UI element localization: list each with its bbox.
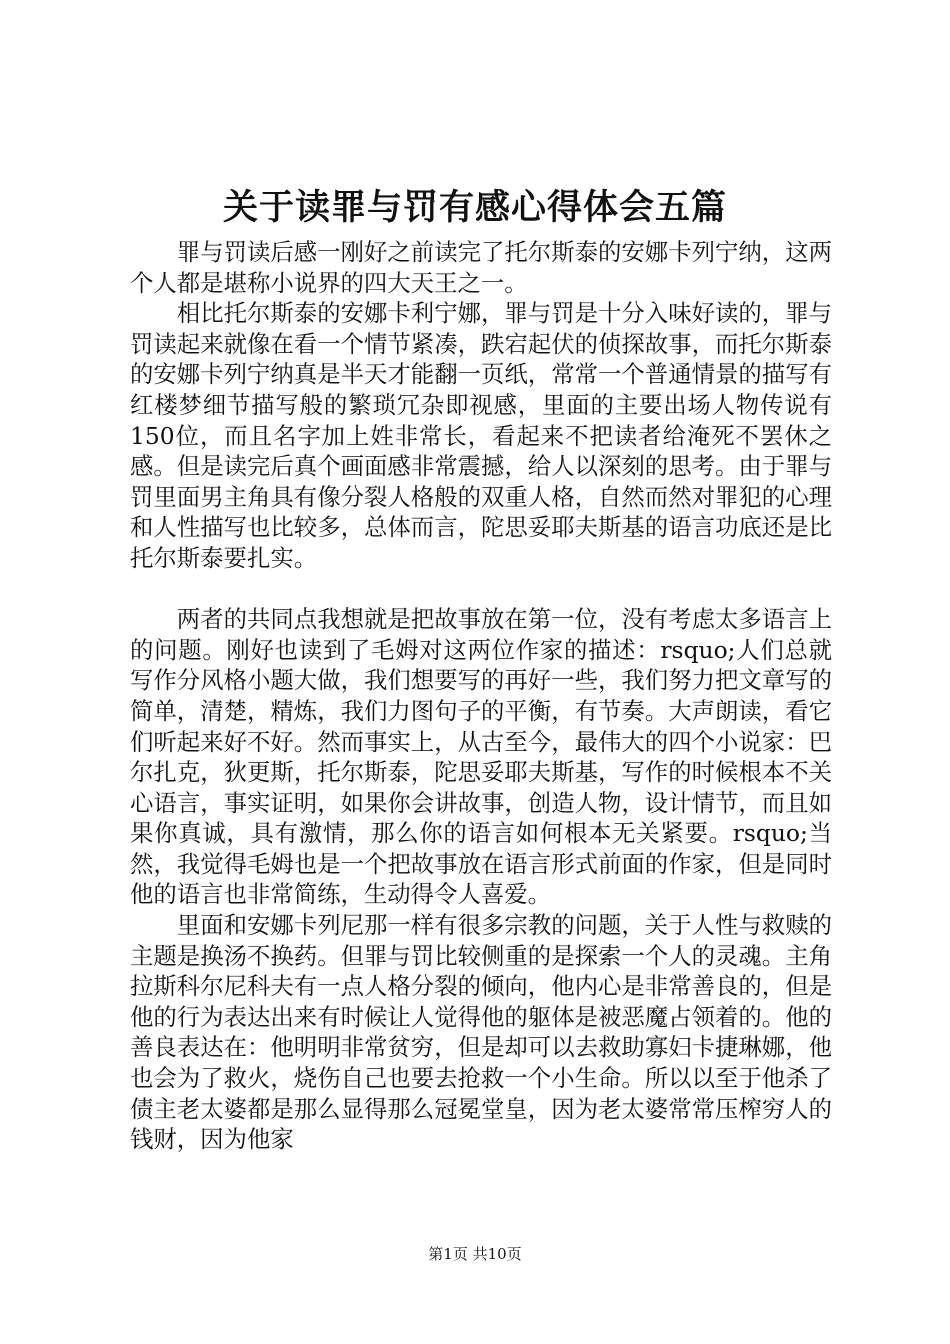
paragraph: 相比托尔斯泰的安娜卡利宁娜，罪与罚是十分入味好读的，罪与罚读起来就像在看一个情节紧凑，跌宕起伏的侦探故事，而托尔斯泰的安娜卡列宁纳真是半天才能翻一页纸，常常一个普通情景的描写有红楼梦细节描写般的繁琐冗杂即视感，里面的主要出场人物传说有150位，而且名字加上姓非常长，看起来不把读者给淹死不罢休之感。但是读完后真个画面感非常震撼，给人以深刻的思考。由于罪与罚里面男主角具有像分裂人格般的双重人格，自然而然对罪犯的心理和人性描写也比较多，总体而言，陀思妥耶夫斯基的语言功底还是比托尔斯泰要扎实。 [130,299,832,572]
paragraph: 两者的共同点我想就是把故事放在第一位，没有考虑太多语言上的问题。刚好也读到了毛姆对这两位作家的描述：rsquo;人们总就写作分风格小题大做，我们想要写的再好一些，我们努力把文章写的简单，清楚，精炼，我们力图句子的平衡，有节奏。大声朗读，看它们听起来好不好。然而事实上，从古至今，最伟大的四个小说家：巴尔扎克，狄更斯，托尔斯泰，陀思妥耶夫斯基，写作的时候根本不关心语言，事实证明，如果你会讲故事，创造人物，设计情节，而且如果你真诚，具有激情，那么你的语言如何根本无关紧要。rsquo;当然，我觉得毛姆也是一个把故事放在语言形式前面的作家，但是同时他的语言也非常简练，生动得令人喜爱。 [130,605,832,909]
paragraph: 罪与罚读后感一刚好之前读完了托尔斯泰的安娜卡列宁纳，这两个人都是堪称小说界的四大天王之一。 [130,238,832,297]
document-title: 关于读罪与罚有感心得体会五篇 [222,187,727,228]
page-number-footer: 第1页 共10页 [428,1245,522,1263]
document-body [130,237,832,1155]
paragraph: 里面和安娜卡列尼那一样有很多宗教的问题，关于人性与救赎的主题是换汤不换药。但罪与罚比较侧重的是探索一个人的灵魂。主角拉斯科尔尼科夫有一点人格分裂的倾向，他内心是非常善良的，但是他的行为表达出来有时候让人觉得他的躯体是被恶魔占领着的。他的善良表达在：他明明非常贫穷，但是却可以去救助寡妇卡捷琳娜，他也会为了救火，烧伤自己也要去抢救一个小生命。所以以至于他杀了债主老太婆都是那么显得那么冠冕堂皇，因为老太婆常常压榨穷人的钱财，因为他家 [130,911,832,1154]
